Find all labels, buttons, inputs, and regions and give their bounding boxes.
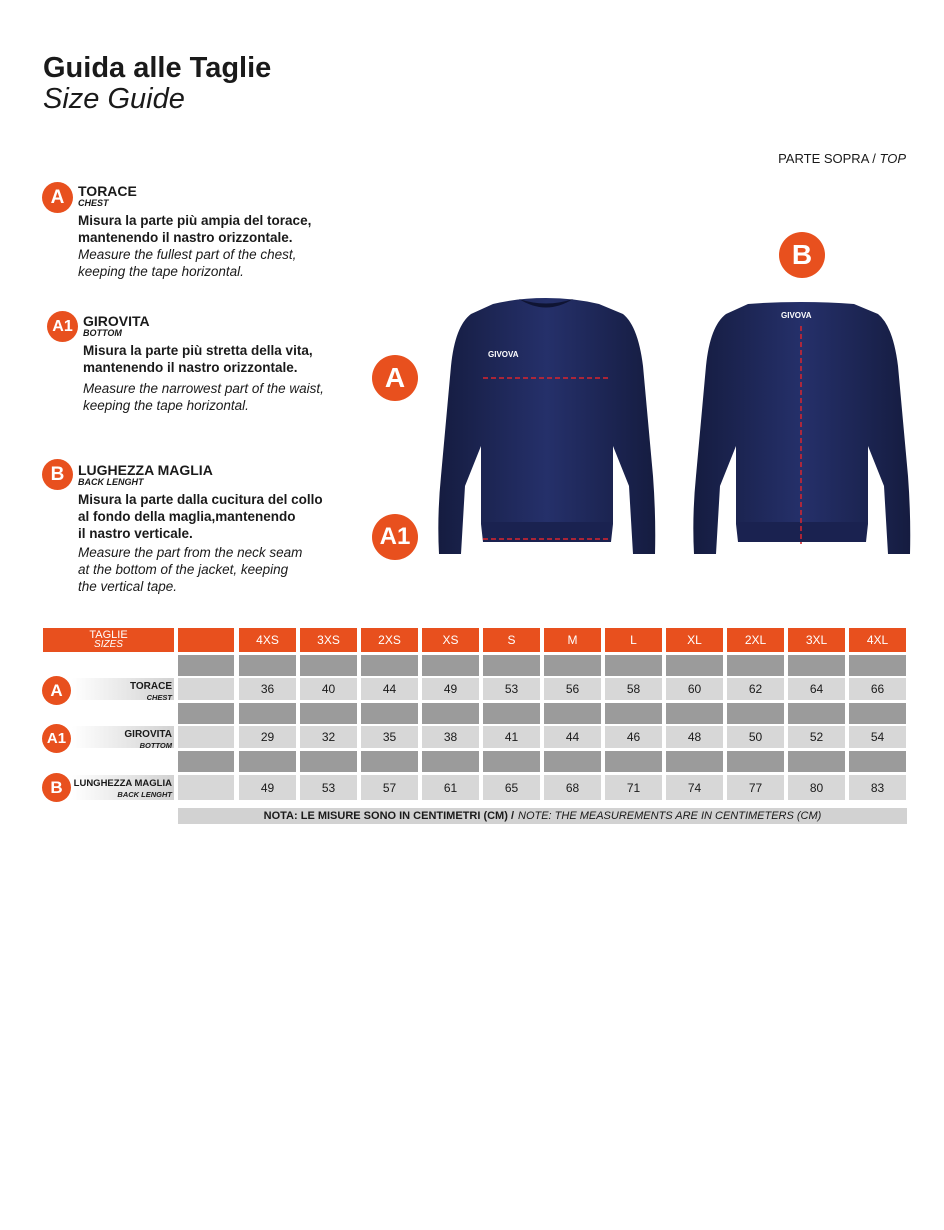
row-label-chest (72, 681, 172, 702)
diagram-badge-a1: A1 (372, 514, 418, 560)
table-cell: 65 (483, 775, 540, 800)
desc-line: keeping the tape horizontal. (78, 264, 244, 279)
row-badge-a1: A1 (42, 724, 71, 753)
spacer-cell (544, 703, 601, 724)
blank-cell (178, 703, 234, 724)
size-header: 3XS (300, 628, 357, 652)
spacer-cell (605, 751, 662, 772)
spacer-cell (727, 655, 784, 676)
measurement-desc-it (83, 342, 324, 376)
table-cell: 83 (849, 775, 906, 800)
table-cell: 49 (239, 775, 296, 800)
measurement-chest (78, 183, 311, 280)
measurement-title: LUGHEZZA MAGLIA (78, 462, 213, 478)
row-badge-a: A (42, 676, 71, 705)
table-cell: 29 (239, 726, 296, 748)
table-cell: 53 (300, 775, 357, 800)
table-cell: 60 (666, 678, 723, 700)
page-subtitle: Size Guide (43, 83, 185, 115)
back-brand-logo: GIVOVA (781, 311, 812, 320)
header-label-it: TAGLIE (89, 629, 128, 641)
spacer-cell (544, 751, 601, 772)
table-note (178, 808, 907, 824)
diagram-badge-a: A (372, 355, 418, 401)
desc-line: the vertical tape. (78, 579, 178, 594)
table-cell: 66 (849, 678, 906, 700)
header-label-en: SIZES (94, 639, 123, 650)
spacer-cell (483, 751, 540, 772)
table-cell: 77 (727, 775, 784, 800)
row-label-text: LUNGHEZZA MAGLIA (73, 778, 172, 789)
table-cell: 62 (727, 678, 784, 700)
spacer-cell (666, 703, 723, 724)
size-header: M (544, 628, 601, 652)
desc-line: al fondo della maglia,mantenendo (78, 509, 296, 524)
size-header: 2XS (361, 628, 418, 652)
desc-line: Misura la parte dalla cucitura del collo (78, 492, 323, 507)
table-header-label (43, 628, 174, 652)
blank-cell (178, 655, 234, 676)
spacer-cell (239, 751, 296, 772)
measurement-subtitle: BACK LENGHT (78, 477, 144, 487)
spacer-cell (788, 655, 845, 676)
back-sweatshirt-illustration (688, 296, 914, 558)
size-header: 4XL (849, 628, 906, 652)
front-brand-logo: GIVOVA (488, 350, 519, 359)
table-cell: 64 (788, 678, 845, 700)
spacer-cell (300, 703, 357, 724)
spacer-cell (849, 751, 906, 772)
table-cell: 57 (361, 775, 418, 800)
measurement-desc-en (78, 544, 323, 595)
measurement-desc-en (78, 246, 311, 280)
page-title: Guida alle Taglie (43, 52, 272, 84)
row-label-back-length (72, 778, 172, 799)
row-label-text: GIROVITA (124, 729, 172, 740)
table-cell: 32 (300, 726, 357, 748)
garment-part-label (778, 151, 906, 166)
measurement-desc-it (78, 491, 323, 542)
desc-line: Measure the fullest part of the chest, (78, 247, 297, 262)
row-label-text: TORACE (129, 681, 172, 692)
spacer-cell (361, 751, 418, 772)
size-header: XS (422, 628, 479, 652)
part-label-en: TOP (879, 151, 906, 166)
spacer-cell (422, 751, 479, 772)
spacer-cell (239, 703, 296, 724)
badge-a: A (42, 182, 73, 213)
size-header: 2XL (727, 628, 784, 652)
spacer-cell (483, 655, 540, 676)
spacer-cell (849, 703, 906, 724)
measurement-back-length (78, 462, 323, 595)
table-cell: 48 (666, 726, 723, 748)
measurement-subtitle: CHEST (78, 198, 109, 208)
blank-cell (178, 775, 234, 800)
row-label-sub: CHEST (146, 693, 172, 702)
table-cell: 44 (544, 726, 601, 748)
note-en: NOTE: THE MEASUREMENTS ARE IN CENTIMETERS (CM) (518, 810, 822, 822)
spacer-cell (727, 751, 784, 772)
desc-line: Misura la parte più stretta della vita, (83, 343, 313, 358)
spacer-cell (361, 703, 418, 724)
note-it: NOTA: LE MISURE SONO IN CENTIMETRI (CM) / (263, 810, 514, 822)
desc-line: Misura la parte più ampia del torace, (78, 213, 312, 228)
measurement-desc-en (83, 380, 324, 414)
desc-line: keeping the tape horizontal. (83, 398, 249, 413)
diagram-badge-b: B (779, 232, 825, 278)
spacer-cell (727, 703, 784, 724)
front-sweatshirt-illustration (433, 296, 659, 558)
spacer-cell (300, 655, 357, 676)
measurement-title: GIROVITA (83, 313, 150, 329)
row-badge-b: B (42, 773, 71, 802)
table-cell: 40 (300, 678, 357, 700)
table-cell: 49 (422, 678, 479, 700)
table-cell: 54 (849, 726, 906, 748)
spacer-cell (544, 655, 601, 676)
spacer-cell (239, 655, 296, 676)
desc-line: at the bottom of the jacket, keeping (78, 562, 289, 577)
blank-cell (178, 726, 234, 748)
desc-line: Measure the narrowest part of the waist, (83, 381, 324, 396)
size-header: XL (666, 628, 723, 652)
table-cell: 44 (361, 678, 418, 700)
table-cell: 46 (605, 726, 662, 748)
spacer-cell (483, 703, 540, 724)
table-cell: 41 (483, 726, 540, 748)
measurement-subtitle: BOTTOM (83, 328, 122, 338)
desc-line: mantenendo il nastro orizzontale. (78, 230, 293, 245)
size-header: 4XS (239, 628, 296, 652)
measurement-desc-it (78, 212, 311, 246)
table-cell: 56 (544, 678, 601, 700)
blank-cell (178, 751, 234, 772)
table-cell: 38 (422, 726, 479, 748)
desc-line: il nastro verticale. (78, 526, 193, 541)
spacer-cell (605, 655, 662, 676)
desc-line: mantenendo il nastro orizzontale. (83, 360, 298, 375)
badge-a1: A1 (47, 311, 78, 342)
size-header: S (483, 628, 540, 652)
table-cell: 52 (788, 726, 845, 748)
desc-line: Measure the part from the neck seam (78, 545, 303, 560)
spacer-cell (788, 703, 845, 724)
spacer-cell (300, 751, 357, 772)
badge-b: B (42, 459, 73, 490)
table-cell: 36 (239, 678, 296, 700)
table-cell: 50 (727, 726, 784, 748)
table-cell: 71 (605, 775, 662, 800)
spacer-cell (788, 751, 845, 772)
spacer-cell (849, 655, 906, 676)
spacer-cell (361, 655, 418, 676)
table-cell: 35 (361, 726, 418, 748)
table-header-blank (178, 628, 234, 652)
table-cell: 53 (483, 678, 540, 700)
part-label-it: PARTE SOPRA / (778, 151, 876, 166)
table-cell: 68 (544, 775, 601, 800)
spacer-cell (666, 751, 723, 772)
spacer-cell (422, 655, 479, 676)
table-cell: 74 (666, 775, 723, 800)
size-header: 3XL (788, 628, 845, 652)
blank-cell (178, 678, 234, 700)
table-cell: 58 (605, 678, 662, 700)
size-header: L (605, 628, 662, 652)
row-label-sub: BOTTOM (139, 741, 172, 750)
spacer-cell (422, 703, 479, 724)
row-label-sub: BACK LENGHT (117, 790, 172, 799)
table-cell: 80 (788, 775, 845, 800)
measurement-title: TORACE (78, 183, 137, 199)
spacer-cell (605, 703, 662, 724)
spacer-cell (666, 655, 723, 676)
measurement-waist (83, 313, 324, 414)
table-cell: 61 (422, 775, 479, 800)
row-label-waist (72, 729, 172, 750)
